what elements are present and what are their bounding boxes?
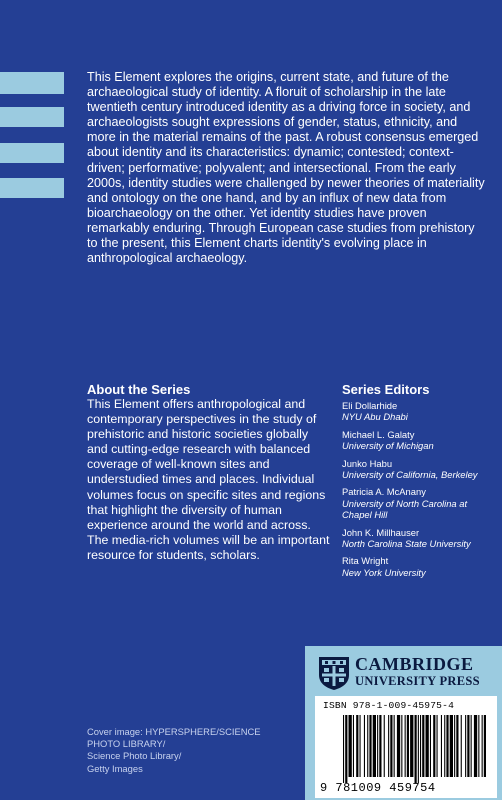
editor-entry (342, 429, 492, 452)
accent-tab-1 (0, 72, 64, 94)
about-heading: About the Series (87, 382, 191, 397)
editor-name: Patricia A. McAnany (342, 486, 426, 498)
editor-name: Rita Wright (342, 555, 389, 567)
about-the-series (87, 382, 332, 563)
description-text: This Element explores the origins, current state, and future of the archaeological study of identity. A floruit of scholarship in the late twentieth century introduced identity as a driving force in society, and archaeologists sought expressions of gender, status, ethnicity, and more in the material remains of the past. A robust consensus emerged about identity and its characteristics: dynamic; contested; context-driven; performative; polyvalent; and intersectional. From the early 2000s, identity studies were challenged by newer theories of materiality and ontology on the one hand, and by an influx of new data from bioarchaeology on the other. Yet identity studies have proven remarkably enduring. Through European case studies from prehistory to the present, this Element charts identity's evolving place in anthropological archaeology. (87, 70, 485, 266)
editor-entry (342, 458, 492, 481)
editor-name: John K. Millhauser (342, 526, 420, 538)
editor-affiliation: University of Michigan (342, 440, 434, 452)
accent-tab-3 (0, 143, 64, 163)
credit-line: Cover image: HYPERSPHERE/SCIENCE (87, 726, 261, 737)
isbn-barcode (315, 696, 497, 798)
series-editors (342, 382, 492, 584)
editors-heading: Series Editors (342, 382, 430, 397)
isbn-label: ISBN 978-1-009-45975-4 (323, 700, 455, 711)
barcode-digits: 9 781009 459754 (320, 781, 436, 795)
editor-affiliation: University of California, Berkeley (342, 469, 478, 481)
cambridge-shield-icon (317, 655, 351, 691)
credit-line: Science Photo Library/ (87, 750, 182, 762)
editor-affiliation: NYU Abu Dhabi (342, 411, 408, 423)
editor-entry (342, 400, 492, 423)
editor-affiliation: North Carolina State University (342, 538, 471, 550)
editor-affiliation: University of North Carolina at Chapel Hill (342, 497, 468, 521)
editor-entry (342, 555, 492, 578)
publisher-panel (305, 646, 502, 800)
accent-tab-4 (0, 178, 64, 198)
editor-name: Michael L. Galaty (342, 428, 415, 440)
barcode-icon (343, 715, 489, 783)
editor-name: Eli Dollarhide (342, 400, 398, 411)
credit-line: PHOTO LIBRARY/ (87, 738, 166, 750)
accent-tab-2 (0, 107, 64, 127)
publisher-name (355, 654, 480, 688)
editor-name: Junko Habu (342, 457, 393, 469)
book-description (87, 70, 487, 266)
publisher-line-2: UNIVERSITY PRESS (355, 674, 480, 688)
about-text: This Element offers anthropological and contemporary perspectives in the study of prehistoric and historic societies globally and cutting-edge research with balanced coverage of well-known sites and understudied times and places. Individual volumes focus on specific sites and regions that highlight the diversity of human experience around the world and across. The media-rich volumes will be an important resource for students, scholars. (87, 397, 330, 562)
publisher-line-1: CAMBRIDGE (355, 654, 474, 674)
credit-line: Getty Images (87, 762, 143, 774)
cover-image-credit (87, 726, 287, 775)
editor-affiliation: New York University (342, 566, 426, 578)
editor-entry (342, 486, 492, 520)
editor-entry (342, 527, 492, 550)
